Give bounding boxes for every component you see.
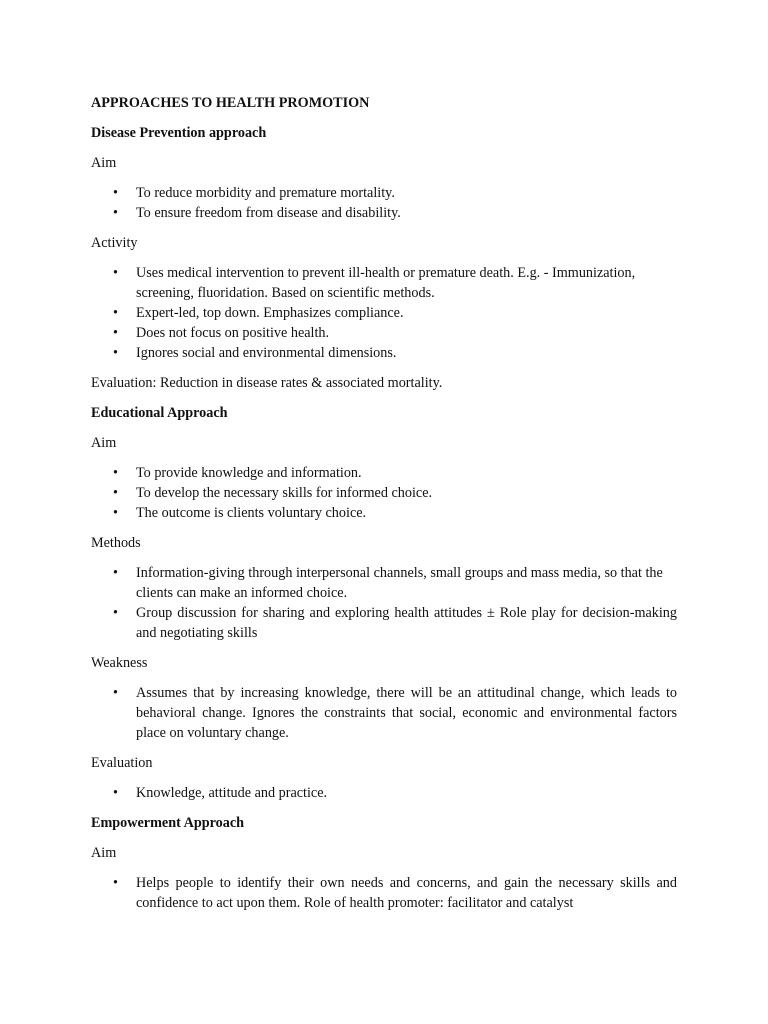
document-title: APPROACHES TO HEALTH PROMOTION [91, 95, 370, 111]
aim-label: Aim [91, 435, 117, 451]
bullet-icon: • [113, 485, 118, 501]
activity-list [91, 263, 677, 363]
methods-list [91, 563, 677, 643]
evaluation-text: Evaluation: Reduction in disease rates & associated mortality. [91, 375, 443, 391]
bullet-icon: • [113, 875, 118, 891]
bullet-icon: • [113, 565, 118, 581]
list-item: • To reduce morbidity and premature mortality. [113, 185, 395, 201]
list-item: • Ignores social and environmental dimensions. [113, 345, 397, 361]
bullet-icon: • [113, 345, 118, 361]
bullet-icon: • [113, 605, 118, 621]
list-item: • Assumes that by increasing knowledge, there will be an attitudinal change, which leads to behavioral change. Ignores the constraints that social, economic and environmental factors place on voluntary change. [113, 685, 677, 741]
aim-list [91, 183, 677, 223]
list-item: • To ensure freedom from disease and disability. [113, 205, 401, 221]
list-item: • To develop the necessary skills for informed choice. [113, 485, 433, 501]
list-item: • Group discussion for sharing and exploring health attitudes ± Role play for decision-making and negotiating skills [113, 605, 677, 641]
section-heading-empowerment: Empowerment Approach [91, 815, 245, 831]
list-item: • The outcome is clients voluntary choice. [113, 505, 367, 521]
bullet-icon: • [113, 325, 118, 341]
section-heading-educational: Educational Approach [91, 405, 228, 421]
bullet-icon: • [113, 685, 118, 701]
aim-label: Aim [91, 155, 117, 171]
list-item: • Knowledge, attitude and practice. [113, 785, 328, 801]
document-content [91, 93, 677, 923]
weakness-label: Weakness [91, 655, 148, 671]
list-item: • Expert-led, top down. Emphasizes compliance. [113, 305, 404, 321]
list-item: • Uses medical intervention to prevent ill-health or premature death. E.g. - Immunization, screening, fluoridation. Based on scientific methods. [113, 265, 636, 301]
aim-label: Aim [91, 845, 117, 861]
aim-list [91, 873, 677, 913]
list-item: • Helps people to identify their own needs and concerns, and gain the necessary skills and confidence to act upon them. Role of health promoter: facilitator and catalyst [113, 875, 677, 911]
aim-list [91, 463, 677, 523]
evaluation-list [91, 783, 677, 803]
bullet-icon: • [113, 465, 118, 481]
list-item: • Does not focus on positive health. [113, 325, 330, 341]
activity-label: Activity [91, 235, 138, 251]
weakness-list [91, 683, 677, 743]
list-item: • To provide knowledge and information. [113, 465, 362, 481]
bullet-icon: • [113, 785, 118, 801]
evaluation-label: Evaluation [91, 755, 153, 771]
list-item: • Information-giving through interpersonal channels, small groups and mass media, so that the clients can make an informed choice. [113, 565, 663, 601]
section-heading-disease-prevention: Disease Prevention approach [91, 125, 267, 141]
bullet-icon: • [113, 185, 118, 201]
bullet-icon: • [113, 305, 118, 321]
bullet-icon: • [113, 265, 118, 281]
methods-label: Methods [91, 535, 141, 551]
bullet-icon: • [113, 505, 118, 521]
bullet-icon: • [113, 205, 118, 221]
